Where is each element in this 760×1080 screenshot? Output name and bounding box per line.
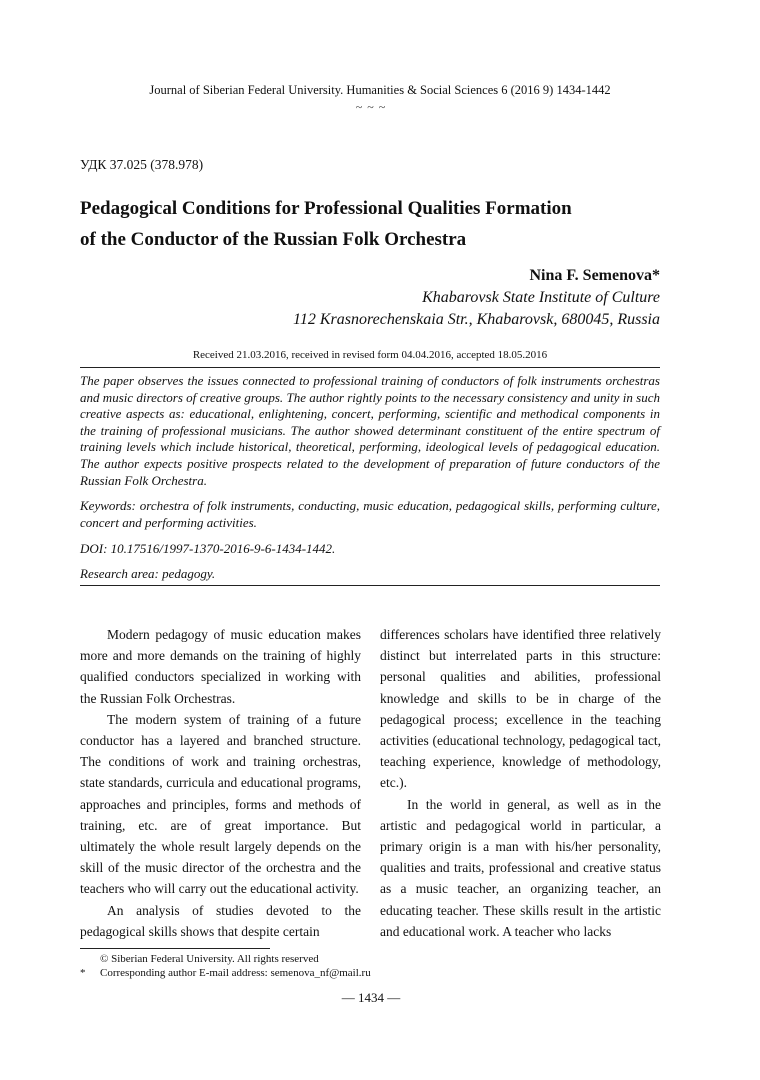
header-ornament: ~ ~ ~ xyxy=(355,100,387,114)
paragraph: In the world in general, as well as in the artistic and pedagogical world in particular, a primary origin is a man with his/her personality, qualities and traits, professional and creative status as a music teacher, an organizing teacher, an educating teacher. These skills result in the artistic and educational work. A teacher who lacks xyxy=(380,796,661,939)
paragraph: An analysis of studies devoted to the pedagogical skills shows that despite certain xyxy=(80,902,361,939)
footnote-star: * xyxy=(80,967,86,979)
author-name: Nina F. Semenova* xyxy=(529,267,660,284)
author-address: 112 Krasnorechenskaia Str., Khabarovsk, 680045, Russia xyxy=(293,311,660,328)
footnote-rule xyxy=(80,948,270,949)
paper-title xyxy=(80,193,680,255)
paragraph: differences scholars have identified three relatively distinct but interrelated parts in this structure: personal qualities and abilities, professional knowledge and skills to be in charge of the pedagogical process; excellence in the teaching activities (educational technology, pedagogical tact, teaching experience, knowledge of methodology, etc.). xyxy=(380,627,661,791)
keywords: Keywords: orchestra of folk instruments, conducting, music education, pedagogical skills, performing culture, concert and performing activities. xyxy=(80,498,660,530)
body-column-right xyxy=(380,624,661,942)
footnote-corresponding xyxy=(80,967,371,979)
corresponding-text: Corresponding author E-mail address: semenova_nf@mail.ru xyxy=(100,967,371,979)
abstract-top-rule xyxy=(80,367,660,368)
research-area: Research area: pedagogy. xyxy=(80,566,216,581)
author-block xyxy=(293,265,660,331)
body-column-left xyxy=(80,624,361,942)
abstract: The paper observes the issues connected to professional training of conductors of folk instruments orchestras and music directors of creative groups. The author rightly points to the necessary consistency and unity in such creative aspects as: educational, enlightening, concert, performing, scientific and methodical components in the training of professional musicians. The author showed determinant constituent of the entire spectrum of training levels which include historical, theoretical, performing, ideological levels of pedagogical education. The author expects positive prospects related to the development of preparation of future conductors of the Russian Folk Orchestra. xyxy=(80,373,660,488)
abstract-bottom-rule xyxy=(80,585,660,586)
journal-header: Journal of Siberian Federal University. Humanities & Social Sciences 6 (2016 9) 1434-1442 xyxy=(149,83,611,97)
author-institution: Khabarovsk State Institute of Culture xyxy=(422,289,660,306)
copyright-text: © Siberian Federal University. All rights reserved xyxy=(100,953,319,965)
paragraph: The modern system of training of a future conductor has a layered and branched structure. The conditions of work and training orchestras, state standards, curricula and educational programs, approaches and principles, forms and methods of training, etc. are of great importance. But ultimately the whole result largely depends on the skill of the music director of the orchestra and the teachers who will carry out the educational activity. xyxy=(80,711,361,897)
doi: DOI: 10.17516/1997-1370-2016-9-6-1434-1442. xyxy=(80,541,336,556)
received-dates: Received 21.03.2016, received in revised form 04.04.2016, accepted 18.05.2016 xyxy=(192,349,548,361)
udk-code: УДК 37.025 (378.978) xyxy=(80,157,204,172)
page-number: — 1434 — xyxy=(341,990,401,1005)
title-line-1: Pedagogical Conditions for Professional Qualities Formation xyxy=(80,198,572,219)
title-line-2: of the Conductor of the Russian Folk Orchestra xyxy=(80,229,467,250)
footnote-copyright xyxy=(80,953,319,965)
paragraph: Modern pedagogy of music education makes more and more demands on the training of highly qualified conductors specialized in working with the Russian Folk Orchestras. xyxy=(80,627,361,706)
